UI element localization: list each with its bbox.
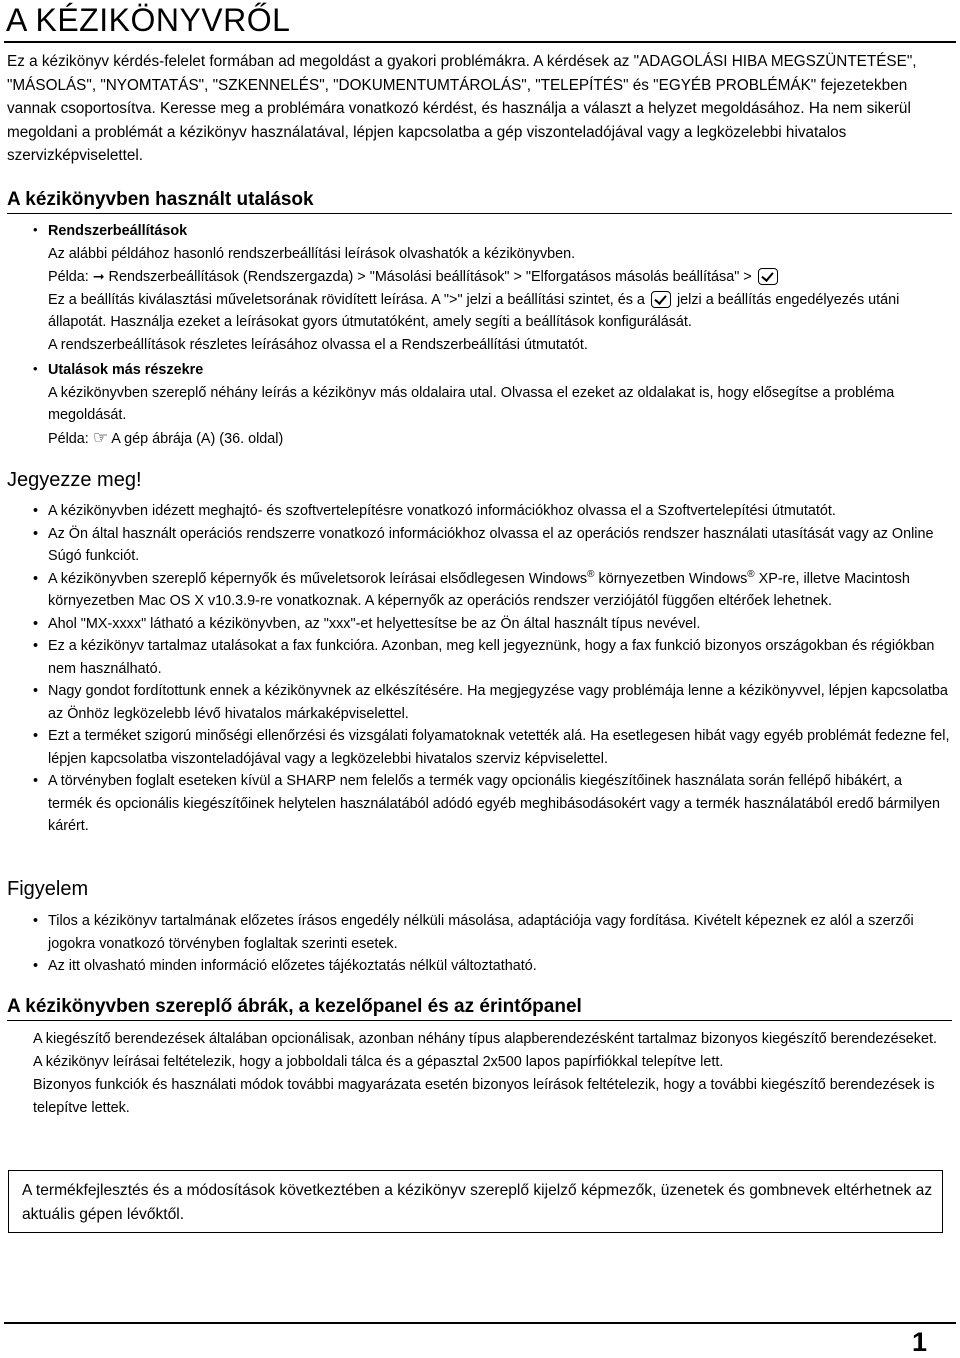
note-list	[33, 500, 950, 838]
list-item-text: Nagy gondot fordítottunk ennek a kézikönyvnek az elkészítésére. Ha megjegyzése vagy problémája lenne a kézikönyvvel, lépjen kapcsolatba az Önhöz legközelebb lévő hivatalos márkaképviselettel.	[48, 683, 948, 722]
list-item	[33, 770, 950, 838]
bullet: •	[33, 958, 39, 974]
title-divider	[4, 41, 956, 43]
bullet: •	[33, 683, 39, 699]
list-item-text: Az itt olvasható minden információ előzetes tájékoztatás nélkül változtatható.	[48, 958, 537, 974]
section-heading-references: A kézikönyvben használt utalások	[7, 189, 314, 210]
list-item	[33, 500, 950, 523]
list-item-text: A kézikönyvben szereplő képernyők és műveletsorok leírásai elsődlegesen Windows	[48, 570, 588, 587]
bullet: •	[33, 615, 39, 632]
list-item	[33, 955, 950, 978]
caution-list	[33, 910, 950, 978]
system-settings-heading: Rendszerbeállítások	[48, 223, 188, 239]
explanation-part2: jelzi a beállítás engedélyezés utáni állapotát. Használja ezeket a leírásokat gyors útmutatóként, amely segíti a beállítások konfigurálását.	[48, 291, 900, 330]
explanation-part1: Ez a beállítás kiválasztási műveletsorának rövidített leírása. A ">" jelzi a beállítási szintet, és a	[48, 291, 645, 308]
list-item	[33, 910, 950, 955]
figures-paragraph: A kiegészítő berendezések általában opcionálisak, azonban néhány típus alapberendezésként tartalmaz bizonyos kiegészítő berendezéseket.	[33, 1031, 938, 1047]
list-item-text: Ez a kézikönyv tartalmaz utalásokat a fax funkcióra. Azonban, meg kell jegyeznünk, hogy a fax funkció bizonyos országokban és régiókban nem használható.	[48, 638, 935, 677]
list-item-text: A törvényben foglalt eseteken kívül a SHARP nem felelős a termék vagy opcionális kiegészítőinek használata során fellépő hibákért, a termék és opcionális kiegészítőinek helytelen használatából adódó egyéb meghibásodásokért vagy a termék használatából eredő bármilyen kárért.	[48, 773, 940, 834]
cross-references-heading: Utalások más részekre	[48, 362, 204, 378]
bullet: •	[33, 773, 39, 789]
checkbox-checked-icon	[758, 268, 778, 285]
arrow-icon: ➞	[92, 268, 105, 284]
notice-text: A termékfejlesztés és a módosítások következtében a kézikönyv szereplő kijelző képmezők, üzenetek és gombnevek eltérhetnek az aktuális gépen lévőktől.	[22, 1182, 933, 1223]
page-title: A KÉZIKÖNYVRŐL	[6, 2, 291, 38]
registered-mark: ®	[587, 568, 595, 580]
list-item-text: környezetben Windows	[594, 570, 748, 587]
example-path: Rendszerbeállítások (Rendszergazda) > "Másolási beállítások" > "Elforgatásos másolás beállítása" >	[108, 269, 752, 285]
list-item	[33, 680, 950, 725]
list-item	[33, 635, 950, 680]
cross-references-example	[48, 427, 948, 451]
list-item-text: Ahol "MX-xxxx" látható a kézikönyvben, az "xxx"-et helyettesítse be az Ön által használt típus nevével.	[48, 615, 701, 632]
list-item	[33, 613, 950, 636]
system-settings-more: A rendszerbeállítások részletes leírásához olvassa el a Rendszerbeállítási útmutatót.	[48, 336, 588, 353]
example-reference: A gép ábrája (A) (36. oldal)	[111, 430, 284, 447]
example-prefix: Példa:	[48, 269, 89, 285]
registered-mark: ®	[747, 568, 755, 580]
bullet: •	[33, 728, 39, 744]
figures-paragraph: A kézikönyv leírásai feltételezik, hogy a jobboldali tálca és a gépasztal 2x500 lapos papírfiókkal telepítve lett.	[33, 1054, 724, 1070]
notice-box	[8, 1170, 943, 1233]
list-item-text: Tilos a kézikönyv tartalmának előzetes írásos engedély nélküli másolása, adaptációja vagy fordítása. Kivételt képeznek ez alól a szerzői jogokra vonatkozó törvényben foglaltak szerinti esetek.	[48, 913, 914, 952]
section-divider	[7, 213, 952, 214]
figures-paragraphs	[33, 1028, 950, 1120]
system-settings-desc: Az alábbi példához hasonló rendszerbeállítási leírások olvashatók a kézikönyvben.	[48, 245, 576, 262]
list-item-text: A kézikönyvben idézett meghajtó- és szoftvertelepítésre vonatkozó információkhoz olvassa el a Szoftvertelepítési útmutatót.	[48, 503, 836, 519]
intro-paragraph: Ez a kézikönyv kérdés-felelet formában ad megoldást a gyakori problémákra. A kérdések az "ADAGOLÁSI HIBA MEGSZÜNTETÉSE", "MÁSOLÁS", "NYOMTATÁS", "SZKENNELÉS", "DOKUMENTUMTÁROLÁS", "TELEPÍTÉS" és "EGYÉB PROBLÉMÁK" fejezetekben vannak csoportosítva. Keresse meg a problémára vonatkozó kérdést, és használja a választ a helyzet megoldásához. Ha nem sikerül megoldani a problémát a kézikönyv használatával, lépjen kapcsolatba a gép viszonteladójával vagy a legközelebbi hivatalos szervizképviselettel.	[7, 53, 917, 164]
system-settings-example	[48, 265, 948, 289]
cross-references-block	[48, 359, 948, 450]
section-heading-figures: A kézikönyvben szereplő ábrák, a kezelőpanel és az érintőpanel	[7, 996, 582, 1017]
pointing-hand-icon: ☞	[92, 427, 109, 447]
list-item-text: XP-re, illetve Macintosh környezetben Mac OS X v10.3.9-re vonatkoznak. A képernyők az operációs rendszer verziójától függően eltérőek lehetnek.	[48, 570, 910, 609]
example-prefix: Példa:	[48, 430, 89, 447]
bullet: •	[33, 503, 39, 519]
checkbox-checked-icon	[651, 291, 671, 308]
list-item	[33, 568, 950, 613]
section-divider	[7, 1020, 952, 1021]
system-settings-block	[48, 220, 948, 356]
bullet: •	[33, 570, 39, 587]
bullet: •	[33, 638, 39, 654]
note-heading: Jegyezze meg!	[7, 469, 142, 491]
bullet: •	[33, 525, 39, 542]
list-item-text: Az Ön által használt operációs rendszerre vonatkozó információkhoz olvassa el az operációs rendszer használati utasítását vagy az Online Súgó funkciót.	[48, 525, 934, 564]
list-item	[33, 523, 950, 568]
bullet: •	[33, 913, 39, 929]
bullet: •	[33, 361, 38, 376]
bullet: •	[33, 222, 38, 237]
list-item-text: Ezt a terméket szigorú minőségi ellenőrzési és vizsgálati folyamatoknak vetették alá. Ha esetlegesen hibát vagy egyéb problémát fedezne fel, lépjen kapcsolatba viszonteladójával vagy a legközelebbi hivatalos szerviz képviselettel.	[48, 728, 950, 767]
footer-divider	[4, 1322, 956, 1324]
cross-references-desc: A kézikönyvben szereplő néhány leírás a kézikönyv más oldalaira utal. Olvassa el ezeket az oldalakat is, hogy elősegítse a probléma megoldását.	[48, 384, 895, 423]
page-number: 1	[911, 1327, 927, 1357]
caution-heading: Figyelem	[7, 878, 89, 900]
list-item	[33, 725, 950, 770]
system-settings-explanation	[48, 289, 948, 334]
figures-paragraph: Bizonyos funkciók és használati módok további magyarázata esetén bizonyos leírások feltételezik, hogy a további kiegészítő berendezések is telepítve lettek.	[33, 1077, 935, 1116]
